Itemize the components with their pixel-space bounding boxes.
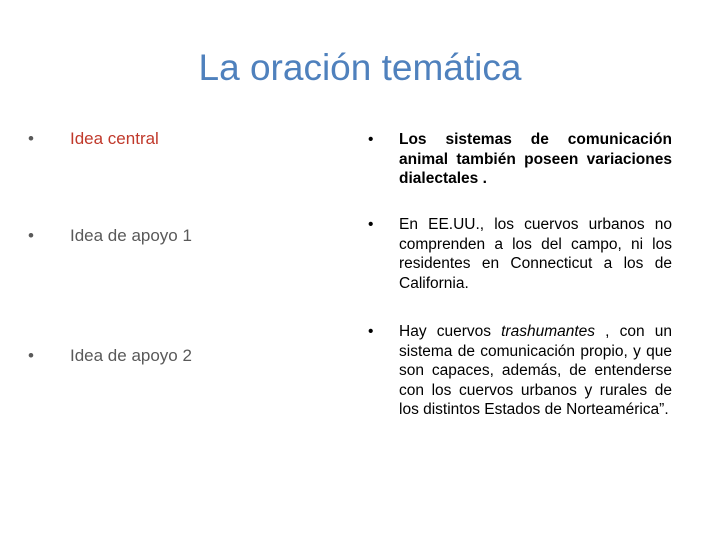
slide-title: La oración temática [198,47,522,88]
right-item-support-2 [368,322,672,420]
right-item-central [368,130,672,189]
bullet-icon: • [28,226,34,245]
left-item-support-1 [28,225,192,247]
left-item-label: Idea de apoyo 2 [70,346,192,365]
bullet-icon: • [368,131,374,148]
bullet-icon: • [368,323,374,340]
left-item-central [28,128,159,150]
left-item-support-2 [28,345,192,367]
bullet-icon: • [28,129,34,148]
right-item-text: En EE.UU., los cuervos urbanos no comprenden a los del campo, ni los residentes en Connecticut a los de California. [399,216,672,292]
right-item-text: Los sistemas de comunicación animal también poseen variaciones dialectales . [399,131,672,188]
left-item-label: Idea central [70,129,159,148]
bullet-icon: • [28,346,34,365]
emphasis-text: trashumantes [501,323,596,340]
right-item-support-1 [368,215,672,293]
left-item-label: Idea de apoyo 1 [70,226,192,245]
right-item-text: Hay cuervos trashumantes , con un sistema de comunicación propio, y que son capaces, además, de entenderse con los cuervos urbanos y rurales de los distintos Estados de Norteamérica”. [399,323,672,419]
bullet-icon: • [368,216,374,233]
